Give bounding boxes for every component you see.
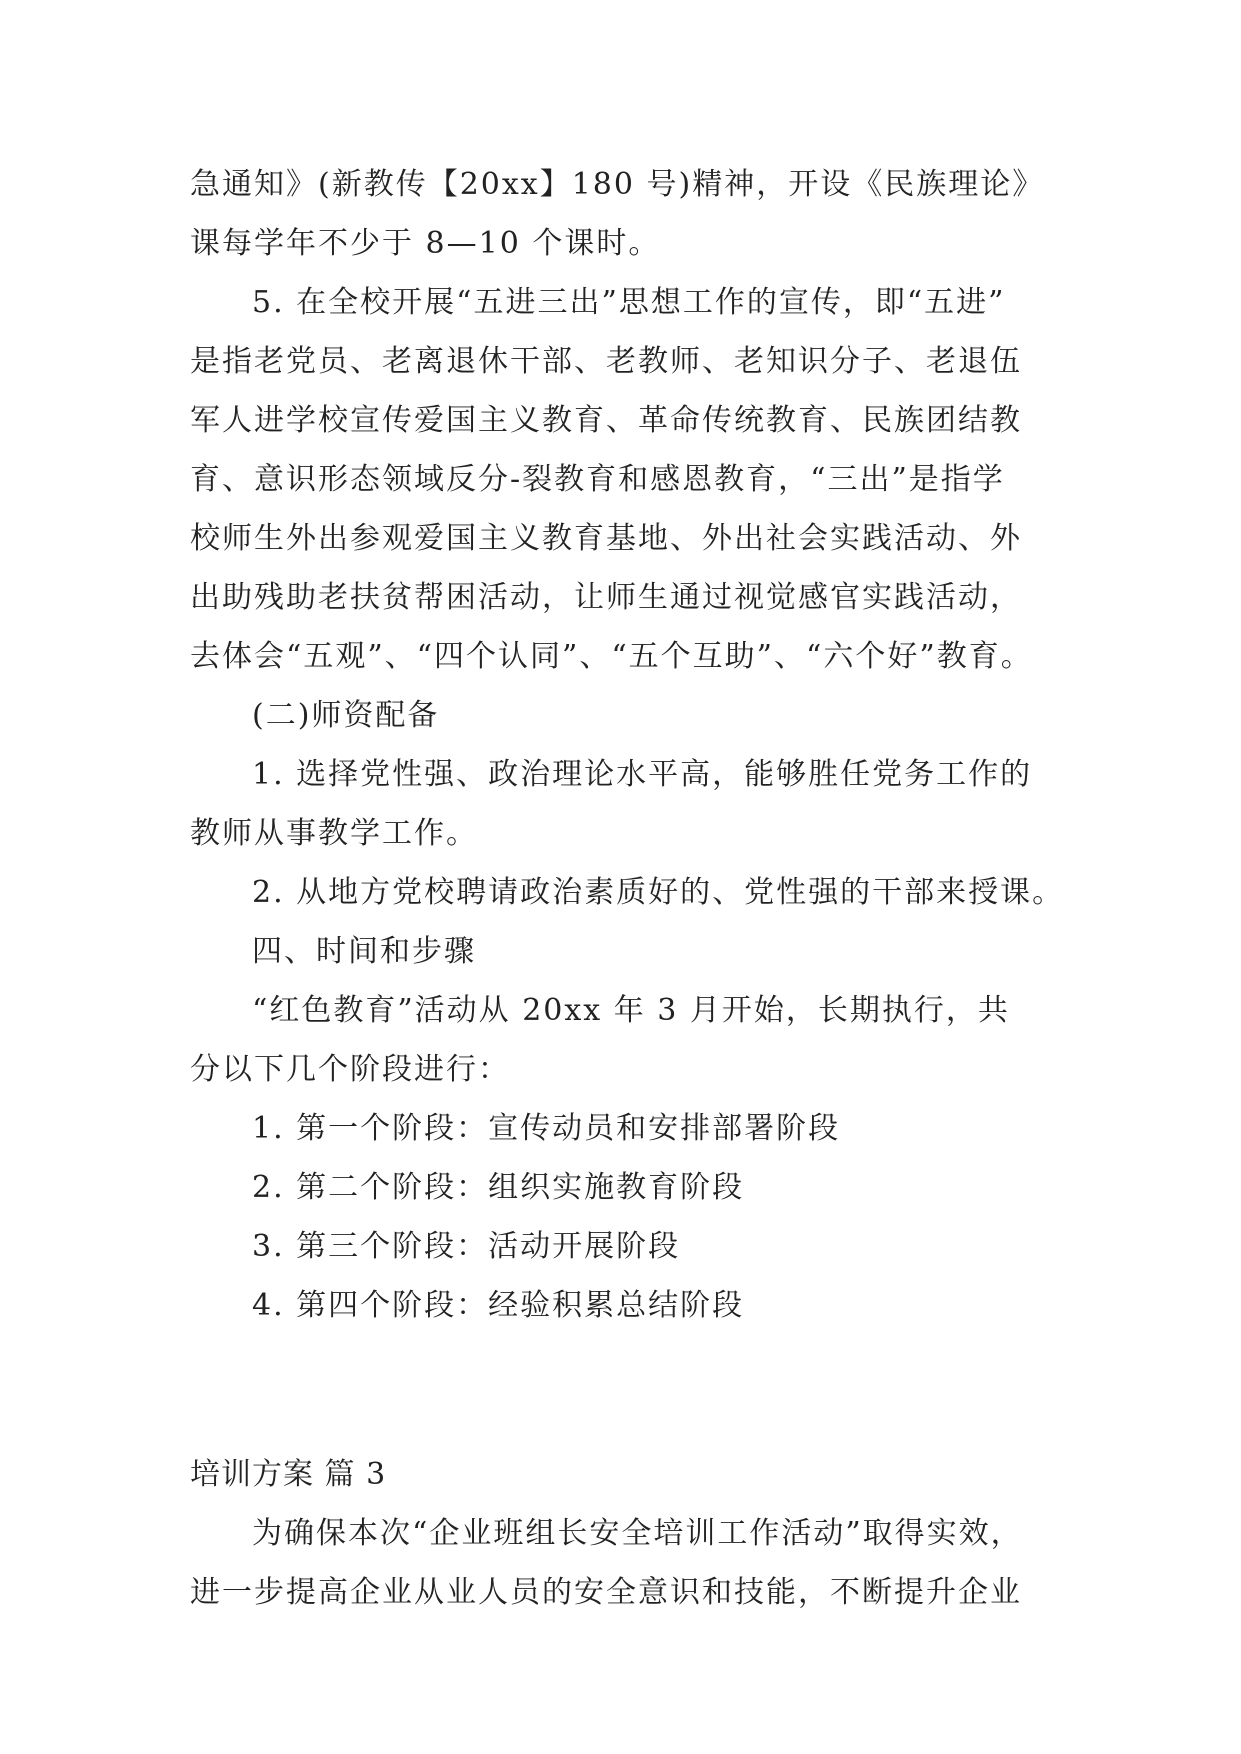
- paragraph-line: 课每学年不少于 8—10 个课时。: [190, 226, 661, 261]
- teacher-item-1-line: 教师从事教学工作。: [190, 816, 478, 851]
- plan3-paragraph-line: 进一步提高企业从业人员的安全意识和技能，不断提升企业: [190, 1575, 1022, 1610]
- list-item-5-line: 5. 在全校开展“五进三出”思想工作的宣传，即“五进”: [252, 285, 1006, 320]
- list-item-5-line: 去体会“五观”、“四个认同”、“五个互助”、“六个好”教育。: [190, 639, 1033, 674]
- stage-item: 1. 第一个阶段：宣传动员和安排部署阶段: [252, 1111, 841, 1146]
- time-intro-line: “红色教育”活动从 20xx 年 3 月开始，长期执行，共: [252, 993, 1010, 1028]
- stage-item: 2. 第二个阶段：组织实施教育阶段: [252, 1170, 745, 1205]
- list-item-5-line: 军人进学校宣传爱国主义教育、革命传统教育、民族团结教: [190, 403, 1022, 438]
- time-intro-line: 分以下几个阶段进行：: [190, 1052, 510, 1087]
- plan3-heading: 培训方案 篇 3: [190, 1457, 387, 1492]
- section-heading-teachers: (二)师资配备: [252, 698, 440, 733]
- list-item-5-line: 是指老党员、老离退休干部、老教师、老知识分子、老退伍: [190, 344, 1022, 379]
- paragraph-line: 急通知》(新教传【20xx】180 号)精神，开设《民族理论》: [190, 167, 1045, 202]
- document-body: [190, 155, 1065, 1622]
- list-item-5-line: 校师生外出参观爱国主义教育基地、外出社会实践活动、外: [190, 521, 1022, 556]
- stage-item: 3. 第三个阶段：活动开展阶段: [252, 1229, 681, 1264]
- list-item-5-line: 出助残助老扶贫帮困活动，让师生通过视觉感官实践活动，: [190, 580, 1022, 615]
- section-heading-time: 四、时间和步骤: [252, 934, 476, 969]
- plan3-paragraph-line: 为确保本次“企业班组长安全培训工作活动”取得实效，: [252, 1516, 1023, 1551]
- teacher-item-1-line: 1. 选择党性强、政治理论水平高，能够胜任党务工作的: [252, 757, 1033, 792]
- stage-item: 4. 第四个阶段：经验积累总结阶段: [252, 1288, 745, 1323]
- section-gap: [190, 1335, 1060, 1445]
- teacher-item-2: 2. 从地方党校聘请政治素质好的、党性强的干部来授课。: [252, 875, 1065, 910]
- list-item-5-line: 育、意识形态领域反分-裂教育和感恩教育，“三出”是指学: [190, 462, 1005, 497]
